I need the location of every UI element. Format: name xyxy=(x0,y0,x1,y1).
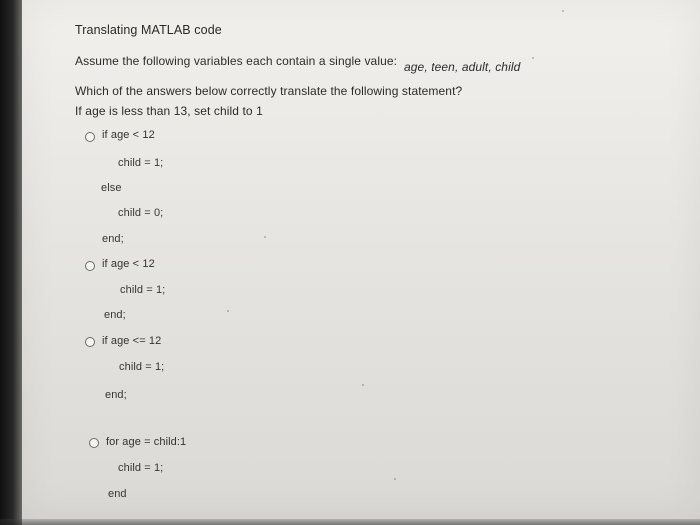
quiz-page xyxy=(22,0,700,519)
option-1-line-5: end; xyxy=(102,233,124,245)
option-3-line-2: child = 1; xyxy=(119,361,165,373)
question-prompt: Which of the answers below correctly translate the following statement? xyxy=(75,84,463,98)
screen-bezel-left xyxy=(0,0,22,525)
option-1-line-2: child = 1; xyxy=(118,157,164,169)
statement-text: If age is less than 13, set child to 1 xyxy=(75,104,263,118)
dust-speck xyxy=(362,384,364,386)
radio-button-option-1[interactable] xyxy=(85,132,95,142)
dust-speck xyxy=(227,310,229,312)
radio-button-option-3[interactable] xyxy=(85,337,95,347)
option-4-line-1: for age = child:1 xyxy=(106,436,187,448)
dust-speck xyxy=(394,478,396,480)
option-4-line-2: child = 1; xyxy=(118,462,164,474)
option-3-line-1: if age <= 12 xyxy=(102,335,162,347)
option-2-line-1: if age < 12 xyxy=(102,258,155,270)
dust-speck xyxy=(562,10,564,12)
option-4-line-3: end xyxy=(108,488,127,500)
option-3-line-3: end; xyxy=(105,389,127,401)
question-title: Translating MATLAB code xyxy=(75,23,222,37)
option-1-line-3: else xyxy=(101,182,122,194)
option-1-line-4: child = 0; xyxy=(118,207,164,219)
variable-list: age, teen, adult, child xyxy=(404,60,521,74)
dust-speck xyxy=(264,236,266,238)
assume-text: Assume the following variables each contain a single value: xyxy=(75,54,398,68)
radio-button-option-2[interactable] xyxy=(85,261,95,271)
option-2-line-3: end; xyxy=(104,309,126,321)
option-2-line-2: child = 1; xyxy=(120,284,166,296)
radio-button-option-4[interactable] xyxy=(89,438,99,448)
option-1-line-1: if age < 12 xyxy=(102,129,155,141)
screen-bezel-bottom xyxy=(0,519,700,525)
dust-speck xyxy=(532,57,534,59)
